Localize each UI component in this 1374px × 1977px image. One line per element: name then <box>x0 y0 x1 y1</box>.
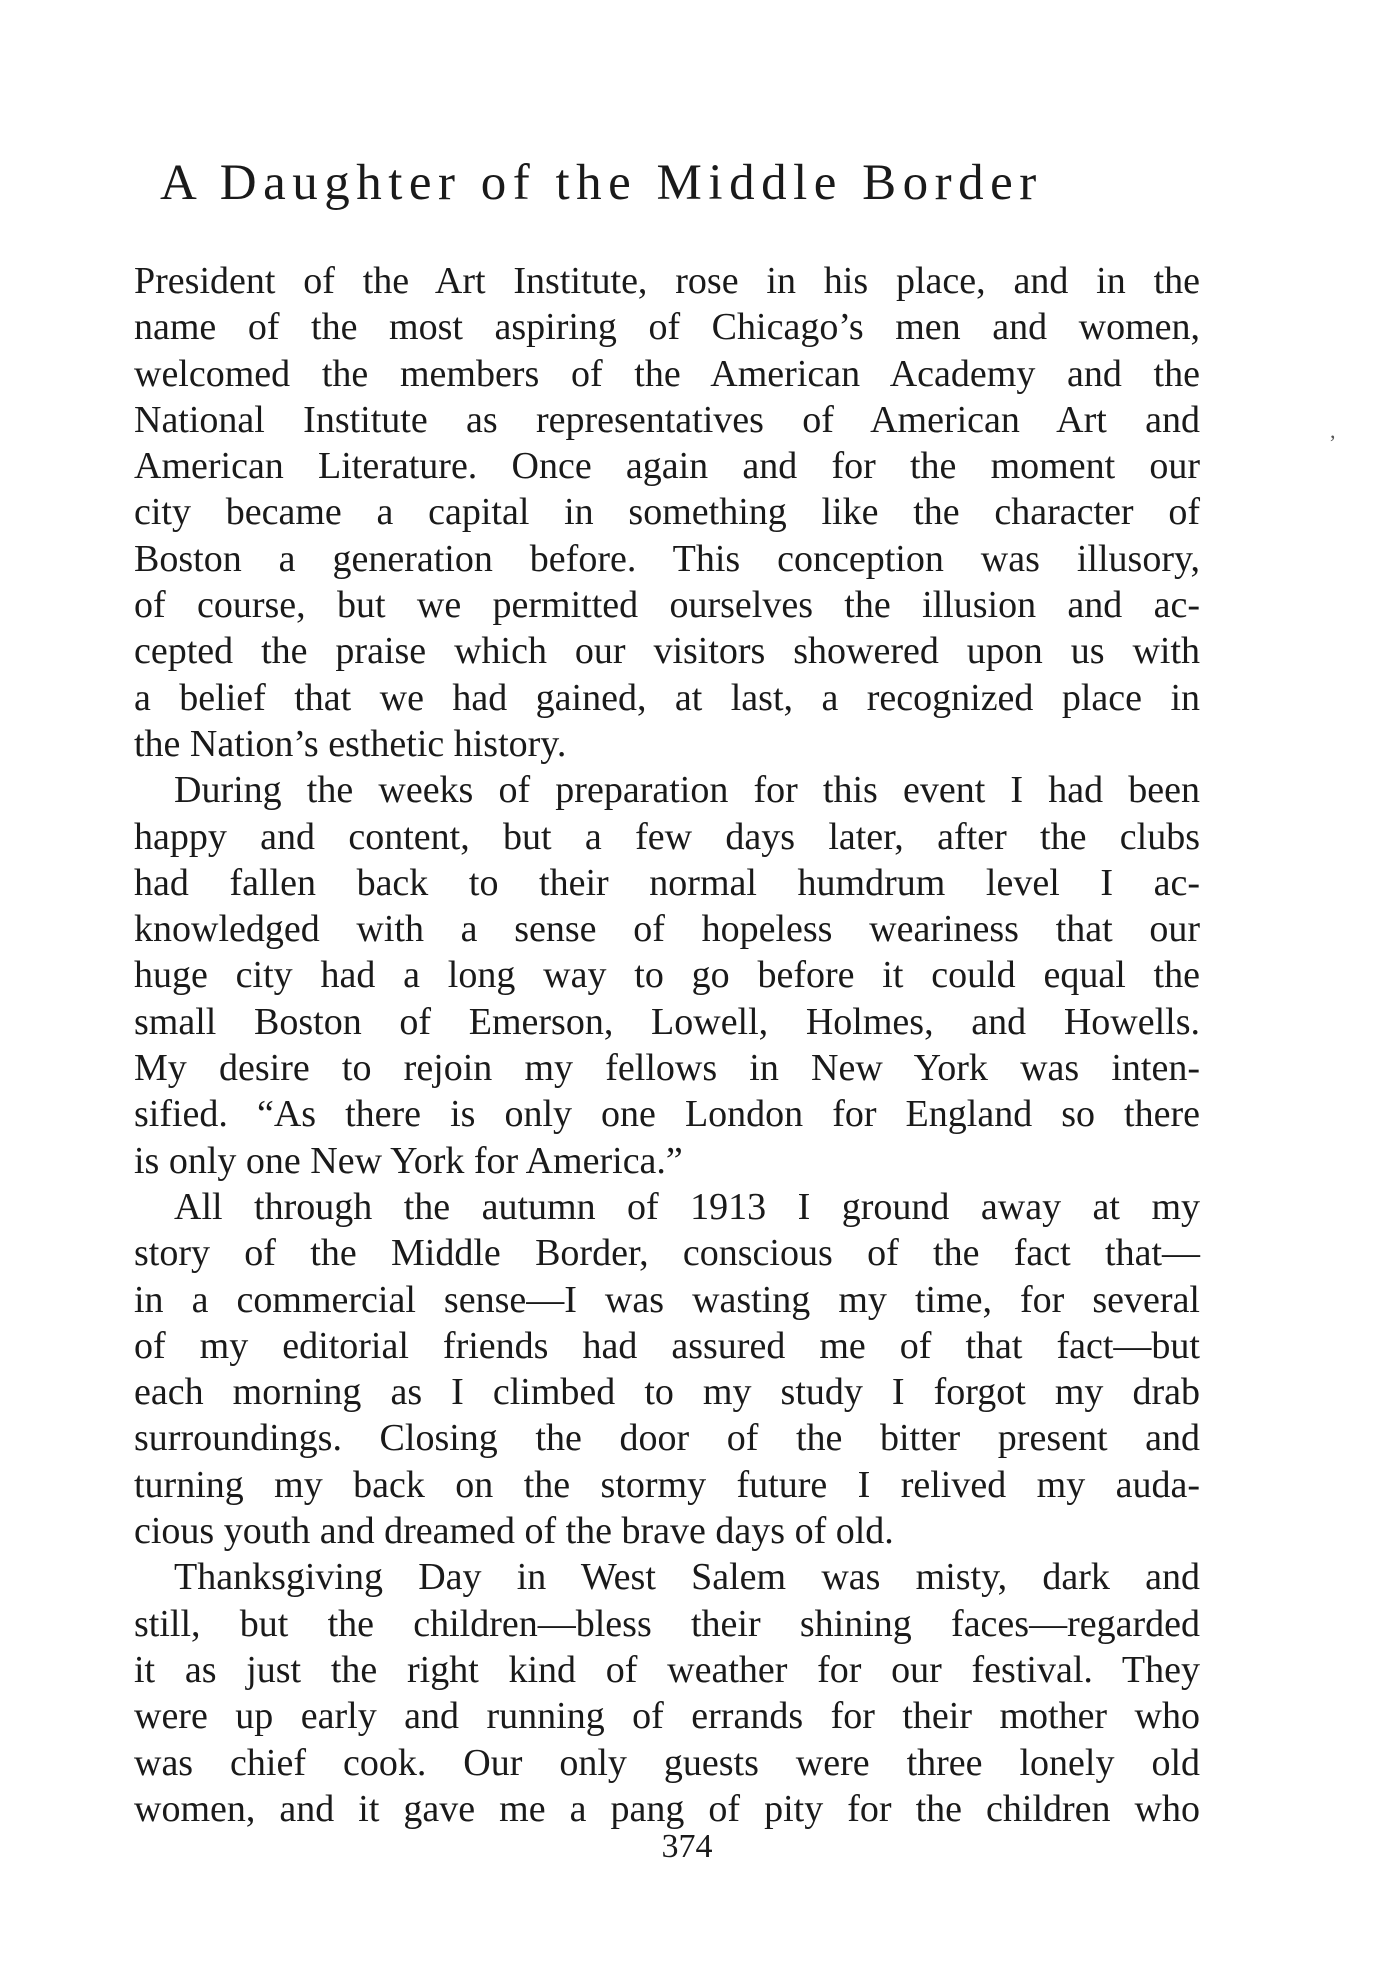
text-line: small Boston of Emerson, Lowell, Holmes, and Howells. <box>134 1000 1200 1043</box>
text-line: sified. “As there is only one London for England so there <box>134 1093 1200 1136</box>
text-line: surroundings. Closing the door of the bitter present and <box>134 1417 1200 1460</box>
paragraph <box>134 258 1200 767</box>
text-line: welcomed the members of the American Academy and the <box>134 352 1200 395</box>
text-line: city became a capital in something like the character of <box>134 491 1200 534</box>
text-line: each morning as I climbed to my study I forgot my drab <box>134 1371 1200 1414</box>
text-line: huge city had a long way to go before it could equal the <box>134 954 1200 997</box>
text-line: American Literature. Once again and for the moment our <box>134 445 1200 488</box>
text-line: name of the most aspiring of Chicago’s men and women, <box>134 306 1200 349</box>
margin-speck: , <box>1330 418 1336 443</box>
text-line: had fallen back to their normal humdrum level I ac- <box>134 861 1200 904</box>
text-line: My desire to rejoin my fellows in New York was inten- <box>134 1047 1200 1090</box>
text-line: President of the Art Institute, rose in his place, and in the <box>134 260 1200 302</box>
text-line: National Institute as representatives of American Art and <box>134 398 1200 441</box>
text-line: of course, but we permitted ourselves the illusion and ac- <box>134 584 1200 627</box>
text-line: in a commercial sense—I was wasting my time, for several <box>134 1278 1200 1321</box>
text-line: During the weeks of preparation for this event I had been <box>174 769 1200 812</box>
text-line: All through the autumn of 1913 I ground away at my <box>174 1185 1200 1228</box>
paragraph <box>134 767 1200 1184</box>
text-line: happy and content, but a few days later, after the clubs <box>134 815 1200 858</box>
text-line: the Nation’s esthetic history. <box>134 722 567 765</box>
text-line: it as just the right kind of weather for our festival. They <box>134 1648 1200 1691</box>
running-head: A Daughter of the Middle Border <box>160 155 1043 211</box>
text-line: was chief cook. Our only guests were three lonely old <box>134 1741 1200 1784</box>
text-line: still, but the children—bless their shining faces—regarded <box>134 1602 1200 1645</box>
text-line: Boston a generation before. This conception was illusory, <box>134 537 1200 580</box>
text-line: women, and it gave me a pang of pity for the children who <box>134 1787 1200 1830</box>
paragraph <box>134 1184 1200 1554</box>
page-number: 374 <box>661 1828 713 1865</box>
text-line: story of the Middle Border, conscious of the fact that— <box>134 1232 1200 1275</box>
body-text <box>134 258 1200 1832</box>
paragraph <box>134 1554 1200 1832</box>
text-line: a belief that we had gained, at last, a recognized place in <box>134 676 1200 719</box>
text-line: were up early and running of errands for their mother who <box>134 1695 1200 1738</box>
text-line: is only one New York for America.” <box>134 1139 683 1182</box>
text-line: knowledged with a sense of hopeless weariness that our <box>134 908 1200 951</box>
text-line: cious youth and dreamed of the brave days of old. <box>134 1510 894 1553</box>
text-line: of my editorial friends had assured me of that fact—but <box>134 1324 1200 1367</box>
text-line: Thanksgiving Day in West Salem was misty, dark and <box>174 1556 1200 1599</box>
text-line: cepted the praise which our visitors showered upon us with <box>134 630 1200 673</box>
text-line: turning my back on the stormy future I relived my auda- <box>134 1463 1200 1506</box>
